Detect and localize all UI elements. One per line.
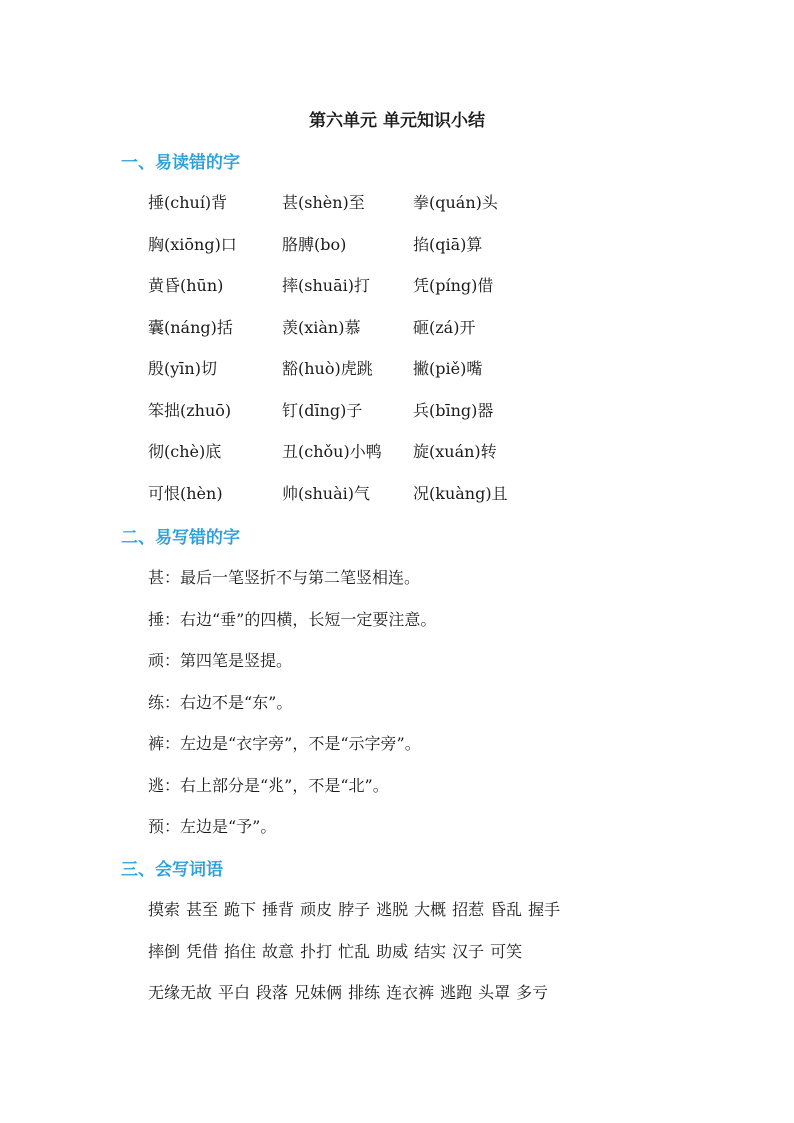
vocabulary-line: [148, 939, 528, 962]
writing-note: 逃：右上部分是“兆”，不是“北”。: [148, 775, 389, 795]
pinyin-entry: 丑(chǒu)小鸭: [282, 442, 382, 461]
pinyin-entry: 帅(shuài)气: [282, 483, 370, 503]
vocabulary-word: 平白: [218, 983, 251, 1002]
vocabulary-word: 掐住: [224, 941, 257, 961]
pinyin-entry: 豁(huò)虎跳: [282, 359, 373, 378]
vocabulary-word: 连衣裤: [386, 983, 435, 1002]
vocabulary-word: 摔倒: [148, 941, 181, 961]
pinyin-entry: 可恨(hèn): [148, 483, 223, 503]
vocabulary-word: 排练: [348, 983, 381, 1002]
pinyin-entry: 甚(shèn)至: [282, 193, 365, 212]
pinyin-entry: 捶(chuí)背: [148, 193, 228, 212]
writing-note: 捶：右边“垂”的四横，长短一定要注意。: [148, 609, 437, 629]
vocabulary-word: 甚至: [186, 900, 219, 919]
pinyin-entry: 黄昏(hūn): [148, 276, 224, 295]
vocabulary-word: 兄妹俩: [294, 983, 343, 1002]
vocabulary-word: 多亏: [516, 983, 549, 1002]
pinyin-entry: 况(kuàng)且: [413, 483, 508, 503]
vocabulary-word: 脖子: [338, 900, 371, 919]
pinyin-entry: 掐(qiā)算: [413, 234, 483, 254]
vocabulary-word: 头罩: [478, 983, 511, 1002]
pinyin-entry: 旋(xuán)转: [413, 442, 497, 461]
writing-note: 甚：最后一笔竖折不与第二笔竖相连。: [148, 568, 421, 587]
section-heading-miswritten: 二、易写错的字: [121, 528, 240, 548]
vocabulary-word: 跪下: [224, 900, 257, 919]
pinyin-entry: 笨拙(zhuō): [148, 400, 232, 420]
vocabulary-word: 忙乱: [338, 941, 371, 961]
section-heading-vocabulary: 三、会写词语: [121, 860, 223, 880]
section-heading-misread: 一、易读错的字: [121, 153, 240, 173]
pinyin-entry: 兵(bīng)器: [413, 400, 494, 420]
writing-note: 练：右边不是“东”。: [148, 692, 293, 712]
vocabulary-line: [148, 980, 554, 1003]
vocabulary-word: 捶背: [262, 900, 295, 919]
vocabulary-word: 逃脱: [376, 900, 409, 919]
vocabulary-line: [148, 897, 566, 920]
pinyin-entry: 拳(quán)头: [413, 193, 498, 212]
vocabulary-word: 昏乱: [490, 900, 523, 919]
pinyin-entry: 彻(chè)底: [148, 442, 222, 461]
pinyin-entry: 钉(dīng)子: [282, 400, 363, 420]
vocabulary-word: 扑打: [300, 941, 333, 961]
writing-note: 顽：第四笔是竖提。: [148, 651, 293, 670]
vocabulary-word: 汉子: [452, 941, 485, 961]
vocabulary-word: 故意: [262, 941, 295, 961]
pinyin-entry: 胳膊(bo): [282, 234, 347, 254]
writing-note: 预：左边是“予”。: [148, 817, 277, 836]
page-title: 第六单元 单元知识小结: [309, 111, 485, 131]
pinyin-entry: 囊(náng)括: [148, 317, 233, 337]
vocabulary-word: 凭借: [186, 941, 219, 961]
pinyin-entry: 羡(xiàn)慕: [282, 317, 361, 337]
pinyin-entry: 殷(yīn)切: [148, 359, 217, 378]
vocabulary-word: 段落: [256, 983, 289, 1002]
vocabulary-word: 握手: [528, 900, 561, 919]
vocabulary-word: 无缘无故: [148, 983, 213, 1002]
pinyin-entry: 凭(píng)借: [413, 276, 494, 295]
vocabulary-word: 招惹: [452, 900, 485, 919]
vocabulary-word: 结实: [414, 941, 447, 961]
pinyin-entry: 撇(piě)嘴: [413, 359, 483, 378]
vocabulary-word: 摸索: [148, 900, 181, 919]
vocabulary-word: 顽皮: [300, 900, 333, 919]
vocabulary-word: 逃跑: [440, 983, 473, 1002]
writing-note: 裤：左边是“衣字旁”，不是“示字旁”。: [148, 734, 421, 753]
vocabulary-word: 可笑: [490, 941, 523, 961]
vocabulary-word: 大概: [414, 900, 447, 919]
vocabulary-word: 助威: [376, 941, 409, 961]
pinyin-entry: 胸(xiōng)口: [148, 234, 237, 254]
pinyin-entry: 砸(zá)开: [413, 317, 476, 337]
pinyin-entry: 摔(shuāi)打: [282, 276, 370, 295]
